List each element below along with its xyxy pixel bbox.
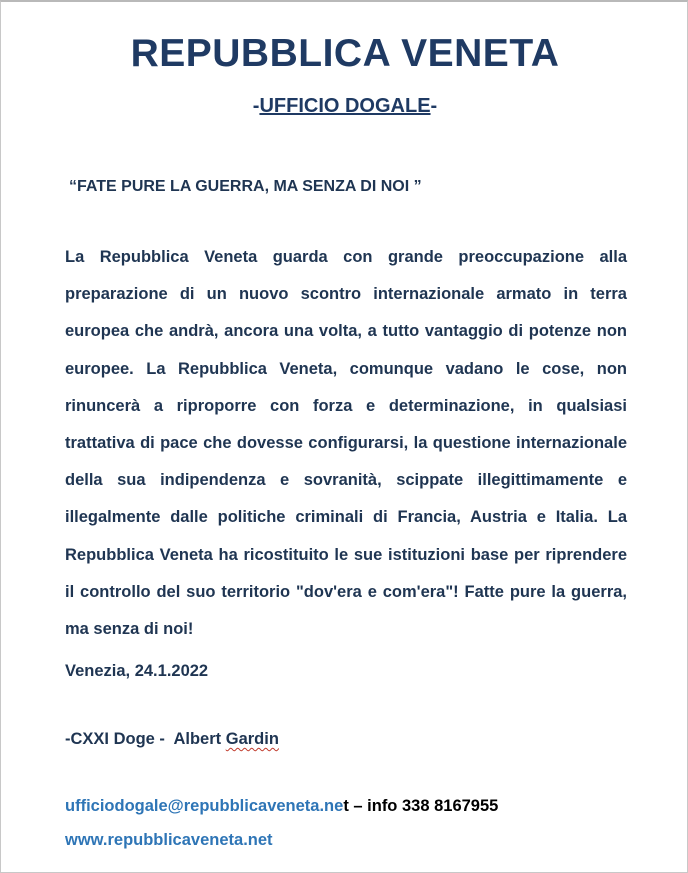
contact-line bbox=[65, 797, 498, 816]
website-link[interactable]: www.repubblicaveneta.net bbox=[65, 831, 273, 849]
email-link[interactable]: ufficiodogale@repubblicaveneta.ne bbox=[65, 797, 344, 815]
document-subtitle bbox=[1, 95, 688, 118]
subtitle-dash-left: - bbox=[252, 95, 260, 117]
date-line: Venezia, 24.1.2022 bbox=[65, 662, 209, 680]
document-title: REPUBBLICA VENETA bbox=[130, 32, 560, 75]
signature-line bbox=[65, 730, 279, 749]
quote-heading: “FATE PURE LA GUERRA, MA SENZA DI NOI ” bbox=[69, 178, 422, 195]
signature-role: -CXXI Doge - Albert bbox=[65, 730, 226, 748]
body-paragraph: La Repubblica Veneta guarda con grande preoccupazione alla preparazione di un nuovo scontro internazionale armato in terra europea che andrà, ancora una volta, a tutto vantaggio di potenze non europee. La Repubblica Veneta, comunque vadano le cose, non rinuncerà a riproporre con forza e determinazione, in qualsiasi trattativa di pace che dovesse configurarsi, la questione internazionale della sua indipendenza e sovranità, scippate illegittimamente e illegalmente dalle politiche criminali di Francia, Austria e Italia. La Repubblica Veneta ha ricostituito le sue istituzioni base per riprendere il controllo del suo territorio "dov'era e com'era"! Fatte pure la guerra, ma senza di noi! bbox=[65, 248, 627, 639]
signature-surname: Gardin bbox=[225, 730, 279, 748]
subtitle-text: UFFICIO DOGALE bbox=[259, 95, 431, 117]
phone-info: t – info 338 8167955 bbox=[343, 797, 499, 815]
subtitle-dash-right: - bbox=[430, 95, 438, 117]
